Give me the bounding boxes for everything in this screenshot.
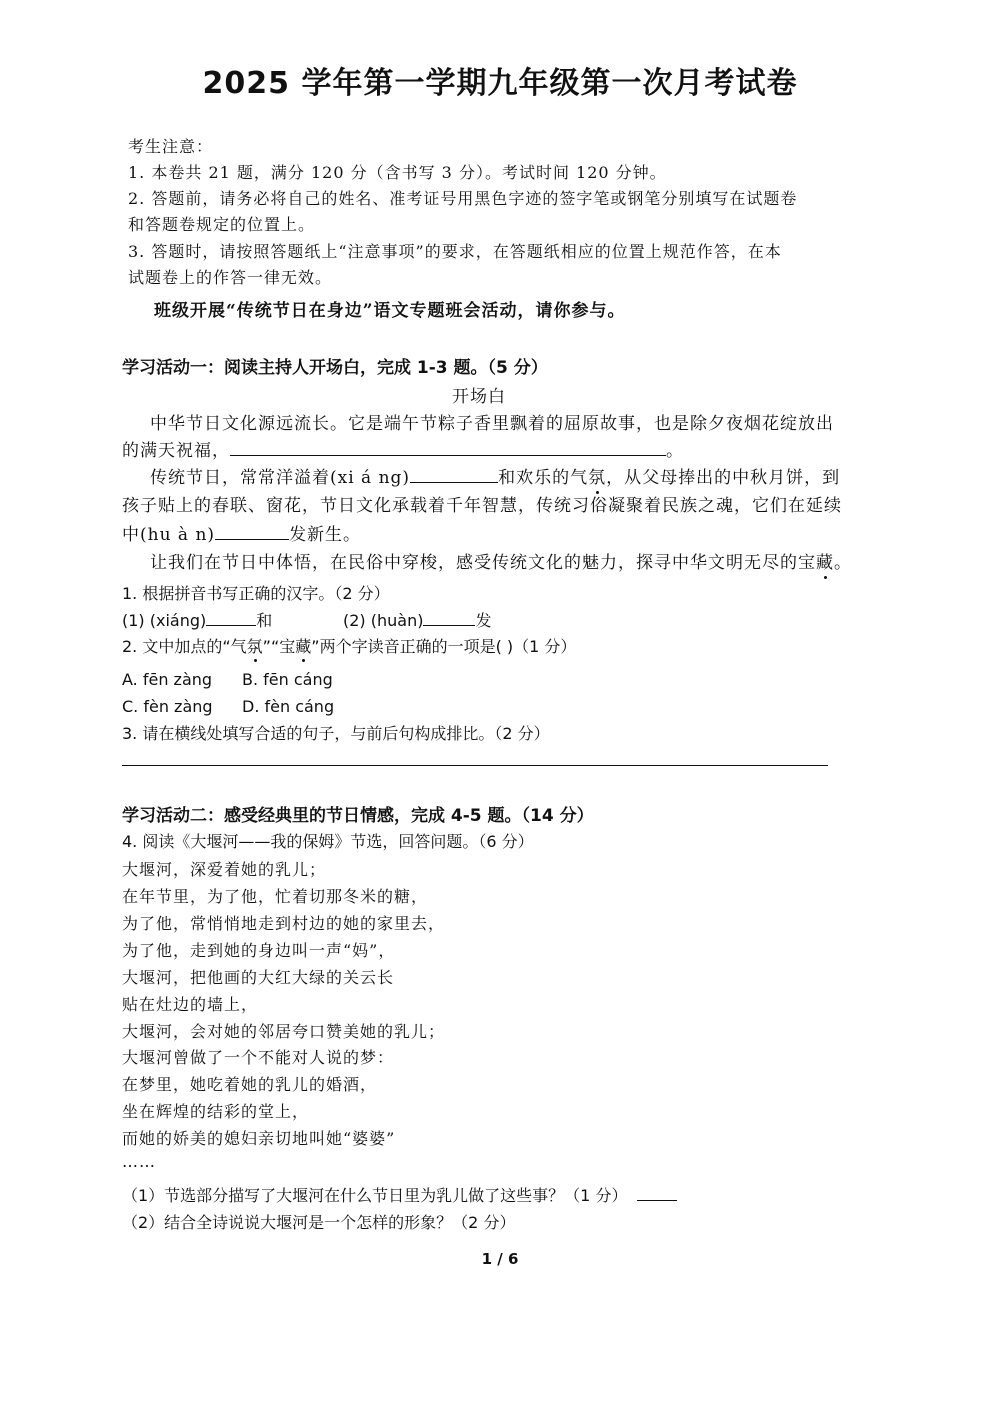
answer-line-q3[interactable] [122,765,828,766]
dotted-char-fen: 氛 [588,468,607,488]
notice-line-2a: 2. 答题前，请务必将自己的姓名、准考证号用黑色字迹的签字笔或钢笔分别填写在试题卷 [128,189,798,208]
option-a[interactable]: A. fēn zàng [122,670,213,689]
passage-p1-text: 的满天祝福， [122,441,230,461]
poem-line: 大堰河曾做了一个不能对人说的梦： [122,1048,395,1067]
passage-p2-line3 [122,520,361,545]
answer-blank-q3[interactable] [230,454,666,456]
poem-line: 大堰河，把他画的大红大绿的关云长 [122,968,395,987]
passage-p2-post: ，从父母捧出的中秋月饼，到 [606,468,841,488]
passage-p2-line2: 孩子贴上的春联、窗花，节日文化承载着千年智慧，传统习俗凝聚着民族之魂，它们在延续 [122,496,842,516]
answer-blank-q4-1[interactable] [637,1199,677,1201]
passage-p3 [150,548,852,573]
poem-line: 为了他，走到她的身边叫一声“妈”， [122,941,396,960]
question-4: 4. 阅读《大堰河——我的保姆》节选，回答问题。（6 分） [122,832,534,851]
answer-blank-huan[interactable] [215,538,289,540]
q2-post: ”两个字读音正确的一项是( )（1 分） [311,637,577,656]
q2-pre: 2. 文中加点的“气 [122,637,247,656]
option-b[interactable]: B. fēn cáng [242,670,333,689]
passage-p3-end: 。 [834,553,852,573]
poem-ellipsis: …… [122,1152,156,1171]
answer-blank-q1-2[interactable] [423,624,475,626]
passage-p2-mid: 和欢乐的气 [498,468,589,488]
q2-dotted-fen: 氛 [246,637,263,656]
poem-line: 坐在辉煌的结彩的堂上， [122,1102,310,1121]
notice-line-1: 1. 本卷共 21 题，满分 120 分（含书写 3 分）。考试时间 120 分钟。 [128,163,667,182]
poem-line: 大堰河，会对她的邻居夸口赞美她的乳儿； [122,1022,446,1041]
passage-p3-pre: 让我们在节日中体悟，在民俗中穿梭，感受传统文化的魅力，探寻中华文明无尽的宝 [150,553,816,573]
passage-p2-pre: 传统节日，常常洋溢着(xi á ng) [150,468,411,488]
q4-1-text: （1）节选部分描写了大堰河在什么节日里为乳儿做了这些事？（1 分） [122,1186,628,1205]
question-4-1 [122,1183,677,1206]
question-1-sub2 [343,608,491,631]
page-number: 1 / 6 [481,1250,519,1268]
answer-blank-xiang[interactable] [410,481,498,483]
option-c[interactable]: C. fèn zàng [122,697,213,716]
answer-blank-q1-1[interactable] [206,624,256,626]
q2-mid: ”“宝 [262,637,296,656]
activity-intro: 班级开展“传统节日在身边”语文专题班会活动，请你参与。 [154,301,626,321]
dotted-char-zang: 藏 [816,553,834,573]
question-1-sub1 [122,608,272,631]
activity-2-header: 学习活动二：感受经典里的节日情感，完成 4-5 题。（14 分） [122,806,594,826]
poem-line: 为了他，常悄悄地走到村边的她的家里去， [122,914,446,933]
notice-line-3a: 3. 答题时，请按照答题纸上“注意事项”的要求，在答题纸相应的位置上规范作答，在本 [128,242,782,261]
question-1: 1. 根据拼音书写正确的汉字。（2 分） [122,584,390,603]
notice-line-3b: 试题卷上的作答一律无效。 [128,268,333,287]
exam-title: 2025 学年第一学期九年级第一次月考试卷 [202,66,798,101]
poem-line: 在年节里，为了他，忙着切那冬米的糖， [122,887,429,906]
passage-title: 开场白 [452,387,506,407]
question-4-2: （2）结合全诗说说大堰河是一个怎样的形象？（2 分） [122,1213,516,1232]
passage-p2-tail: 发新生。 [289,525,362,545]
question-2 [122,634,576,657]
question-3: 3. 请在横线处填写合适的句子，与前后句构成排比。（2 分） [122,724,550,743]
poem-line: 大堰河，深爱着她的乳儿； [122,860,327,879]
notice-heading: 考生注意： [128,137,214,156]
passage-p2-line1 [150,463,840,488]
activity-1-header: 学习活动一：阅读主持人开场白，完成 1-3 题。（5 分） [122,358,548,378]
passage-p1-line1: 中华节日文化源远流长。它是端午节粽子香里飘着的屈原故事，也是除夕夜烟花绽放出 [150,414,834,434]
poem-line: 在梦里，她吃着她的乳儿的婚酒， [122,1075,378,1094]
poem-line: 而她的娇美的媳妇亲切地叫她“婆婆” [122,1129,396,1148]
notice-line-2b: 和答题卷规定的位置上。 [128,215,316,234]
q1-sub1-char: 和 [256,611,273,630]
q2-dotted-zang: 藏 [295,637,312,656]
q1-sub1-label: (1) (xiáng) [122,611,207,630]
q1-sub2-char: 发 [475,611,492,630]
passage-p2-hun: 中(hu à n) [122,525,216,545]
poem-line: 贴在灶边的墙上， [122,995,259,1014]
q1-sub2-label: (2) (huàn) [343,611,424,630]
option-d[interactable]: D. fèn cáng [242,697,335,716]
passage-p1-end: 。 [666,441,684,461]
passage-p1-line2 [122,436,684,461]
